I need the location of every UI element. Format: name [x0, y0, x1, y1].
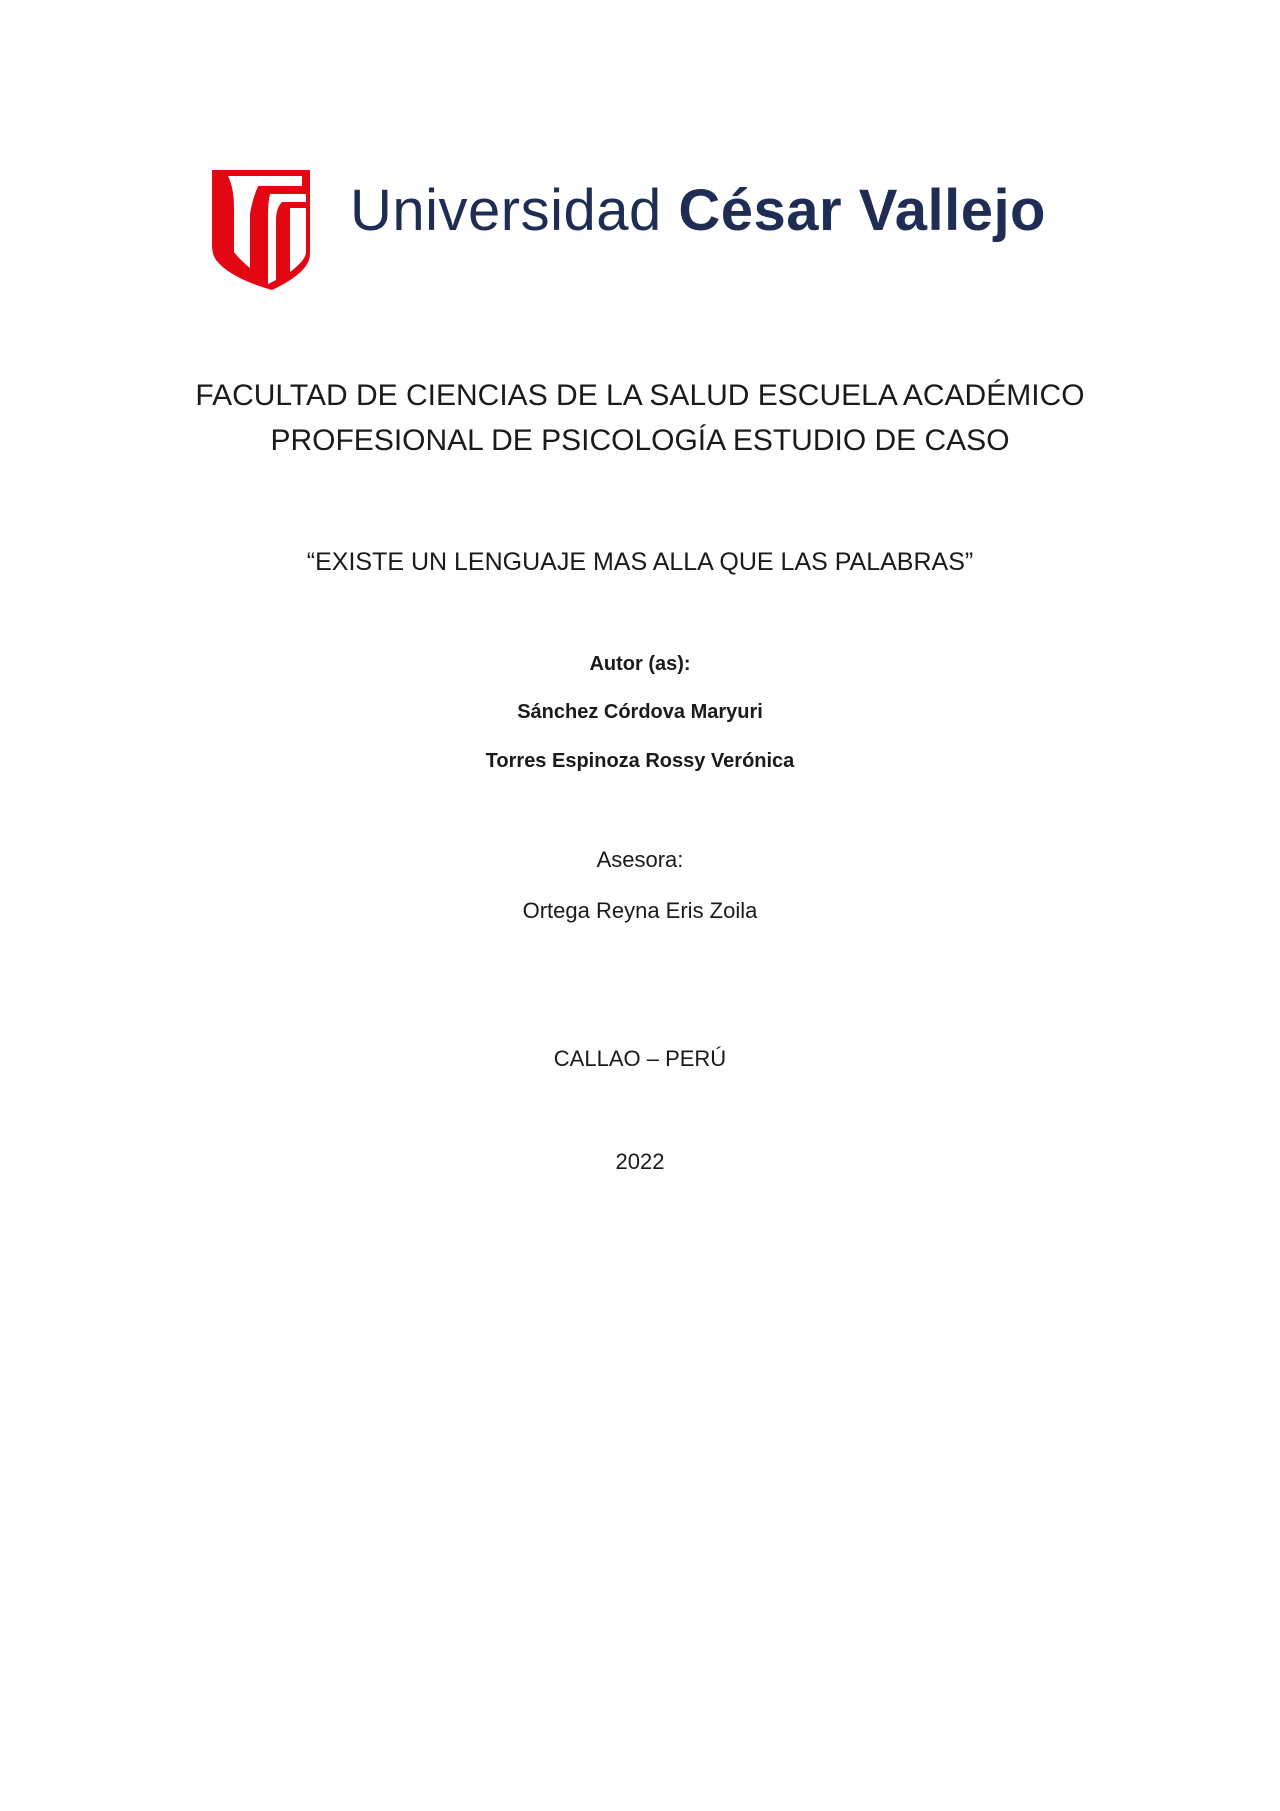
university-name-bold: César Vallejo	[678, 178, 1046, 243]
university-logo	[210, 168, 1090, 292]
authors-label: Autor (as):	[589, 653, 691, 675]
place: CALLAO – PERÚ	[553, 1046, 727, 1071]
author-name: Sánchez Córdova Maryuri	[517, 701, 763, 723]
author-name: Torres Espinoza Rossy Verónica	[485, 750, 795, 772]
year: 2022	[615, 1149, 665, 1174]
faculty-heading	[0, 373, 1280, 463]
university-name-light: Universidad	[350, 178, 679, 243]
faculty-line-1: FACULTAD DE CIENCIAS DE LA SALUD ESCUELA ACADÉMICO	[195, 379, 1085, 412]
advisor-name: Ortega Reyna Eris Zoila	[522, 898, 758, 923]
advisor-label: Asesora:	[596, 847, 684, 872]
faculty-line-2: PROFESIONAL DE PSICOLOGÍA ESTUDIO DE CASO	[270, 424, 1010, 457]
shield-icon	[210, 168, 314, 290]
university-name	[350, 176, 1046, 246]
document-title: “EXISTE UN LENGUAJE MAS ALLA QUE LAS PALABRAS”	[306, 548, 974, 576]
